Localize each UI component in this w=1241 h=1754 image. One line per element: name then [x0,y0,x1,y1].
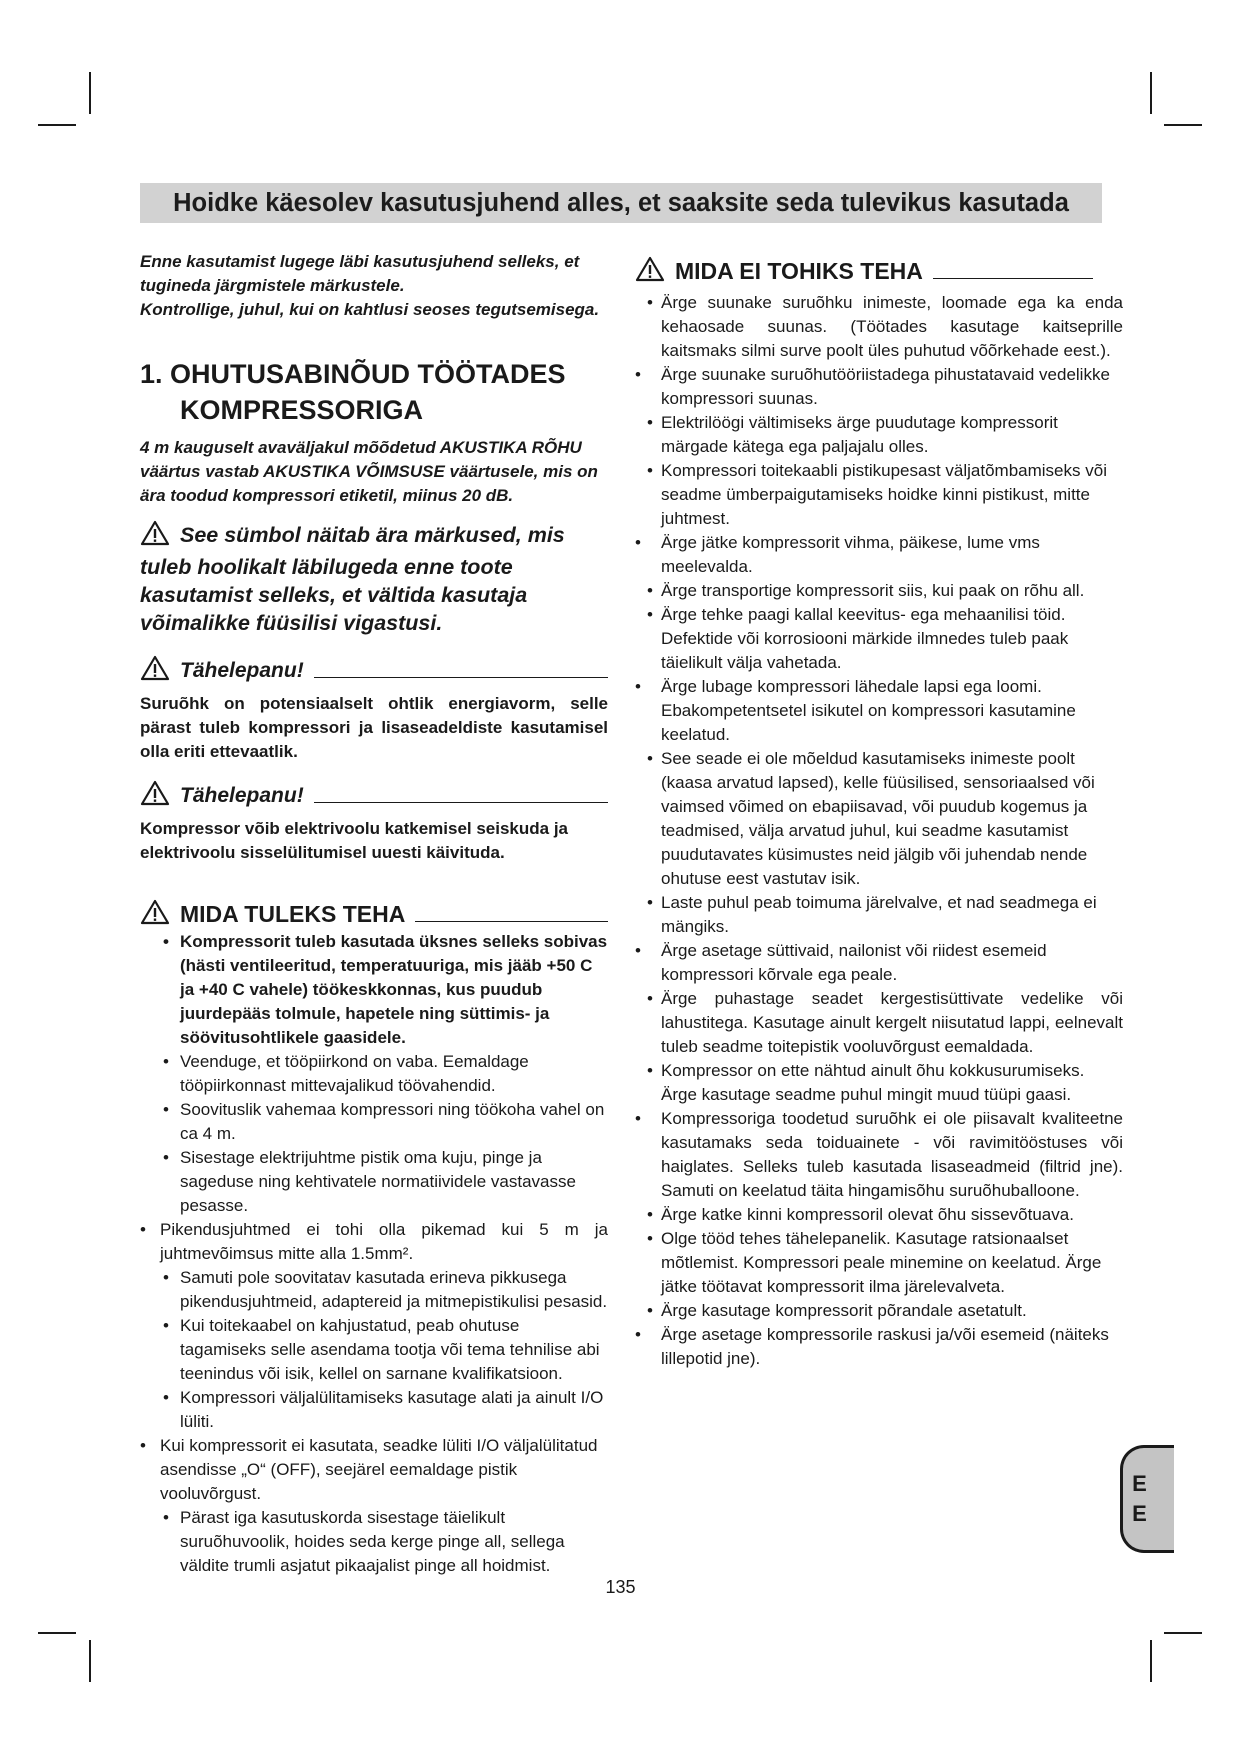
list-item: • Ärge asetage kompressorile raskusi ja/või esemeid (näiteks lillepotid jne). [635,1323,1123,1371]
dont-list [635,291,1123,1371]
warning-triangle-icon [140,899,170,930]
section-title [140,356,608,428]
list-item: • Ärge suunake suruõhutööriistadega pihustatavaid vedelikke kompressori suunas. [635,363,1123,411]
crop-mark [89,72,91,114]
do-title: MIDA TULEKS TEHA [180,901,406,927]
language-tab-letter: E [1132,1501,1147,1526]
list-item: • Elektrilöögi vältimiseks ärge puudutage kompressorit märgade kätega ega paljajalu olles. [647,411,1123,459]
crop-mark [38,124,76,126]
section-title-line2: KOMPRESSORIGA [180,395,424,425]
list-item: • Kompressori toitekaabli pistikupesast väljatõmbamiseks või seadme ümberpaigutamiseks hoidke kinni pistikust, mitte juhtmest. [647,459,1123,531]
page-number: 135 [605,1577,636,1597]
list-item: • Ärge kasutage kompressorit põrandale asetatult. [647,1299,1123,1323]
crop-mark [1150,1640,1152,1682]
list-item: • Kompressori väljalülitamiseks kasutage alati ja ainult I/O lüliti. [160,1386,608,1434]
list-item: • Olge tööd tehes tähelepanelik. Kasutage ratsionaalset mõtlemist. Kompressori peale minemine on keelatud. Ärge jätke töötavat kompressorit ilma järelevalveta. [647,1227,1123,1299]
list-item: • Ärge asetage süttivaid, nailonist või riidest esemeid kompressori kõrvale ega peale. [635,939,1123,987]
list-item: • Ärge tehke paagi kallal keevitus- ega mehaanilisi töid. Defektide või korrosiooni märkide ilmnedes tuleb paak täielikult välja vahetada. [647,603,1123,675]
list-item: • Ärge jätke kompressorit vihma, päikese, lume vms meelevalda. [635,531,1123,579]
symbol-note-text: See sümbol näitab ära märkused, mis tuleb hoolikalt läbilugeda enne toote kasutamist selleks, et vältida kasutaja võimalikke füüsilisi vigastusi. [140,523,565,635]
symbol-note [140,520,608,637]
list-item: • Pikendusjuhtmed ei tohi olla pikemad kui 5 m ja juhtmevõimsus mitte alla 1.5mm². [140,1218,608,1266]
caution-heading-1 [140,655,608,686]
caution-heading-2 [140,780,608,811]
list-item: • Kompressor on ette nähtud ainult õhu kokkusurumiseks. Ärge kasutage seadme puhul mingit muud tüüpi gaasi. [647,1059,1123,1107]
list-item: • Ärge transportige kompressorit siis, kui paak on rõhu all. [647,579,1123,603]
list-item: • Ärge puhastage seadet kergestisüttivate vedelike või lahustitega. Kasutage ainult kergelt niisutatud lappi, eelnevalt tuleb seadme toitepistik vooluvõrgust eemaldada. [647,987,1123,1059]
caution-title: Tähelepanu! [180,783,304,807]
list-item: • Kompressoriga toodetud suruõhk ei ole piisavalt kvaliteetne kasutamaks seda toiduainete - või ravimitööstuses või haiglates. Selleks tuleb kasutada lisaseadmeid (filtrid jne). Samuti on keelatud täita hingamisõhu suruõhuballoone. [635,1107,1123,1203]
do-heading [140,899,608,930]
page-banner-title: Hoidke käesolev kasutusjuhend alles, et saaksite seda tulevikus kasutada [140,183,1102,223]
list-item: • Veenduge, et tööpiirkond on vaba. Eemaldage tööpiirkonnast mittevajalikud töövahendid. [160,1050,608,1098]
crop-mark [1150,72,1152,114]
dont-heading [635,256,1123,287]
left-column [140,250,608,1578]
warning-triangle-icon [140,520,170,553]
heading-rule [415,921,608,922]
list-item: • Soovituslik vahemaa kompressori ning töökoha vahel on ca 4 m. [160,1098,608,1146]
language-tab-letter: E [1132,1471,1147,1496]
warning-triangle-icon [635,256,665,287]
caution-text: Kompressor võib elektrivoolu katkemisel seiskuda ja elektrivoolu sisselülitumisel uuesti käivituda. [140,819,569,862]
intro-paragraph: Enne kasutamist lugege läbi kasutusjuhend selleks, et tugineda järgmistele märkustele. [140,252,580,295]
list-item: • Kompressorit tuleb kasutada üksnes selleks sobivas (hästi ventileeritud, temperatuuriga, mis jääb +50 C ja +40 C vahele) töökeskkonnas, kus puudub juurdepääs tolmule, hapetele ning süttimis- ja söövitusohtlikele gaasidele. [160,930,608,1050]
crop-mark [1164,124,1202,126]
list-item: • Ärge suunake suruõhku inimeste, loomade ega ka enda kehaosade suunas. (Töötades kasutage kaitseprille kaitsmaks silmi surve poolt üles puhutud võõrkehade eest.). [647,291,1123,363]
crop-mark [1164,1632,1202,1634]
crop-mark [89,1640,91,1682]
acoustic-note: 4 m kauguselt avaväljakul mõõdetud AKUSTIKA RÕHU väärtus vastab AKUSTIKA VÕIMSUSE väärtusele, mis on ära toodud kompressori etiketil, miinus 20 dB. [140,438,598,505]
heading-rule [933,278,1093,279]
list-item: • Samuti pole soovitatav kasutada erineva pikkusega pikendusjuhtmeid, adaptereid ja mitmepistikulisi pesasid. [160,1266,608,1314]
intro-paragraph-2: Kontrollige, juhul, kui on kahtlusi seoses tegutsemisega. [140,300,600,319]
list-item: • Ärge lubage kompressori lähedale lapsi ega loomi. Ebakompetentsetel isikutel on kompressori kasutamine keelatud. [635,675,1123,747]
heading-rule [314,802,608,803]
heading-rule [314,677,608,678]
list-item: • Ärge katke kinni kompressoril olevat õhu sissevõtuava. [647,1203,1123,1227]
do-list [140,930,608,1578]
list-item: • Kui kompressorit ei kasutata, seadke lüliti I/O väljalülitatud asendisse „O“ (OFF), seejärel eemaldage pistik vooluvõrgust. [140,1434,608,1506]
right-column [635,256,1123,1371]
crop-mark [38,1632,76,1634]
section-title-line1: 1. OHUTUSABINÕUD TÖÖTADES [140,359,566,389]
caution-title: Tähelepanu! [180,658,304,682]
warning-triangle-icon [140,655,170,686]
list-item: • Pärast iga kasutuskorda sisestage täielikult suruõhuvoolik, hoides seda kerge pinge all, sellega väldite trumli asjatut pikaajalist pinge all hoidmist. [160,1506,608,1578]
list-item: • Kui toitekaabel on kahjustatud, peab ohutuse tagamiseks selle asendama tootja või tema tehnilise abi teenindus või isik, kellel on sarnane kvalifikatsioon. [160,1314,608,1386]
list-item: • Laste puhul peab toimuma järelvalve, et nad seadmega ei mängiks. [647,891,1123,939]
caution-text: Suruõhk on potensiaalselt ohtlik energiavorm, selle pärast tuleb kompressori ja lisaseadeldiste kasutamisel olla eriti ettevaatlik. [140,694,608,761]
list-item: • See seade ei ole mõeldud kasutamiseks inimeste poolt (kaasa arvatud lapsed), kelle füüsilised, sensoriaalsed või vaimsed võimed on ebapiisavad, või puudub kogemus ja teadmised, välja arvatud juhul, kui seadme kasutamist puudutavates küsimustes neid jälgib või juhendab nende ohutuse eest vastutav isik. [647,747,1123,891]
dont-title: MIDA EI TOHIKS TEHA [675,258,923,284]
list-item: • Sisestage elektrijuhtme pistik oma kuju, pinge ja sageduse ning kehtivatele normatiividele vastavasse pesasse. [160,1146,608,1218]
language-tab [1120,1445,1174,1553]
warning-triangle-icon [140,780,170,811]
